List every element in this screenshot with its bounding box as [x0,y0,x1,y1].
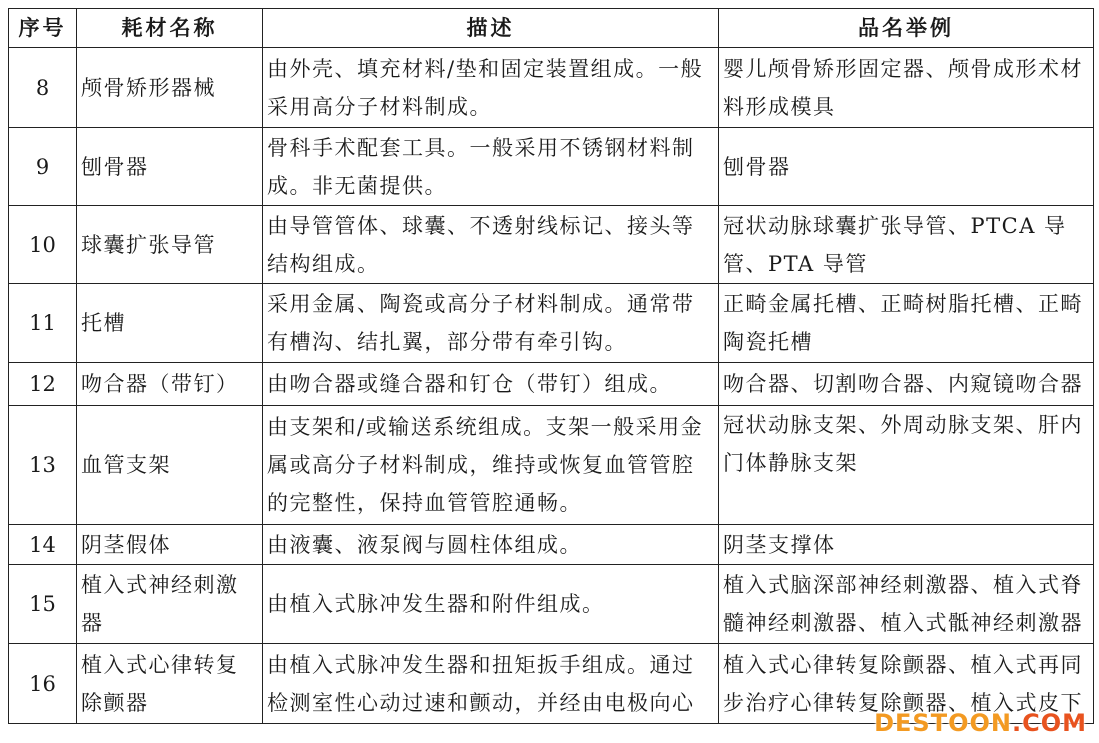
row-example: 正畸金属托槽、正畸树脂托槽、正畸陶瓷托槽 [719,284,1094,363]
row-example: 植入式脑深部神经刺激器、植入式脊髓神经刺激器、植入式骶神经刺激器 [719,565,1094,644]
header-row [9,9,1094,48]
row-seq: 13 [9,406,77,525]
header-example: 品名举例 [719,9,1094,48]
watermark-text: DESTOON [874,709,1012,737]
row-example: 婴儿颅骨矫形固定器、颅骨成形术材料形成模具 [719,48,1094,128]
header-name: 耗材名称 [77,9,263,48]
row-seq: 16 [9,644,77,724]
row-seq: 12 [9,363,77,406]
table-row [9,565,1094,644]
row-name: 托槽 [77,284,263,363]
table-row [9,284,1094,363]
table-row [9,406,1094,525]
row-example: 吻合器、切割吻合器、内窥镜吻合器 [719,363,1094,406]
row-example: 植入式心律转复除颤器、植入式再同步治疗心律转复除颤器、植入式皮下 [719,644,1094,724]
row-desc: 由液囊、液泵阀与圆柱体组成。 [263,525,719,565]
row-desc: 采用金属、陶瓷或高分子材料制成。通常带有槽沟、结扎翼，部分带有牵引钩。 [263,284,719,363]
table-row [9,206,1094,284]
row-name: 植入式心律转复除颤器 [77,644,263,724]
row-example: 冠状动脉支架、外周动脉支架、肝内门体静脉支架 [719,406,1094,525]
row-name: 阴茎假体 [77,525,263,565]
row-desc: 由导管管体、球囊、不透射线标记、接头等结构组成。 [263,206,719,284]
row-seq: 15 [9,565,77,644]
table-row [9,48,1094,128]
row-name: 球囊扩张导管 [77,206,263,284]
table-row [9,128,1094,206]
row-name: 吻合器（带钉） [77,363,263,406]
watermark-logo [874,709,1087,737]
row-desc: 由外壳、填充材料/垫和固定装置组成。一般采用高分子材料制成。 [263,48,719,128]
watermark-suffix: .COM [1011,709,1087,737]
row-name: 颅骨矫形器械 [77,48,263,128]
row-desc: 由支架和/或输送系统组成。支架一般采用金属或高分子材料制成，维持或恢复血管管腔的完整性，保持血管管腔通畅。 [263,406,719,525]
table-row [9,363,1094,406]
row-name: 刨骨器 [77,128,263,206]
row-desc: 由植入式脉冲发生器和扭矩扳手组成。通过检测室性心动过速和颤动，并经由电极向心 [263,644,719,724]
header-desc: 描述 [263,9,719,48]
row-name: 植入式神经刺激器 [77,565,263,644]
row-example: 阴茎支撑体 [719,525,1094,565]
row-seq: 11 [9,284,77,363]
row-example: 刨骨器 [719,128,1094,206]
table-row [9,525,1094,565]
row-seq: 8 [9,48,77,128]
row-desc: 由吻合器或缝合器和钉仓（带钉）组成。 [263,363,719,406]
row-desc: 由植入式脉冲发生器和附件组成。 [263,565,719,644]
row-seq: 14 [9,525,77,565]
consumables-table [8,8,1094,724]
row-desc: 骨科手术配套工具。一般采用不锈钢材料制成。非无菌提供。 [263,128,719,206]
table-container [8,8,1093,724]
row-seq: 10 [9,206,77,284]
row-seq: 9 [9,128,77,206]
row-name: 血管支架 [77,406,263,525]
header-seq: 序号 [9,9,77,48]
row-example: 冠状动脉球囊扩张导管、PTCA 导管、PTA 导管 [719,206,1094,284]
